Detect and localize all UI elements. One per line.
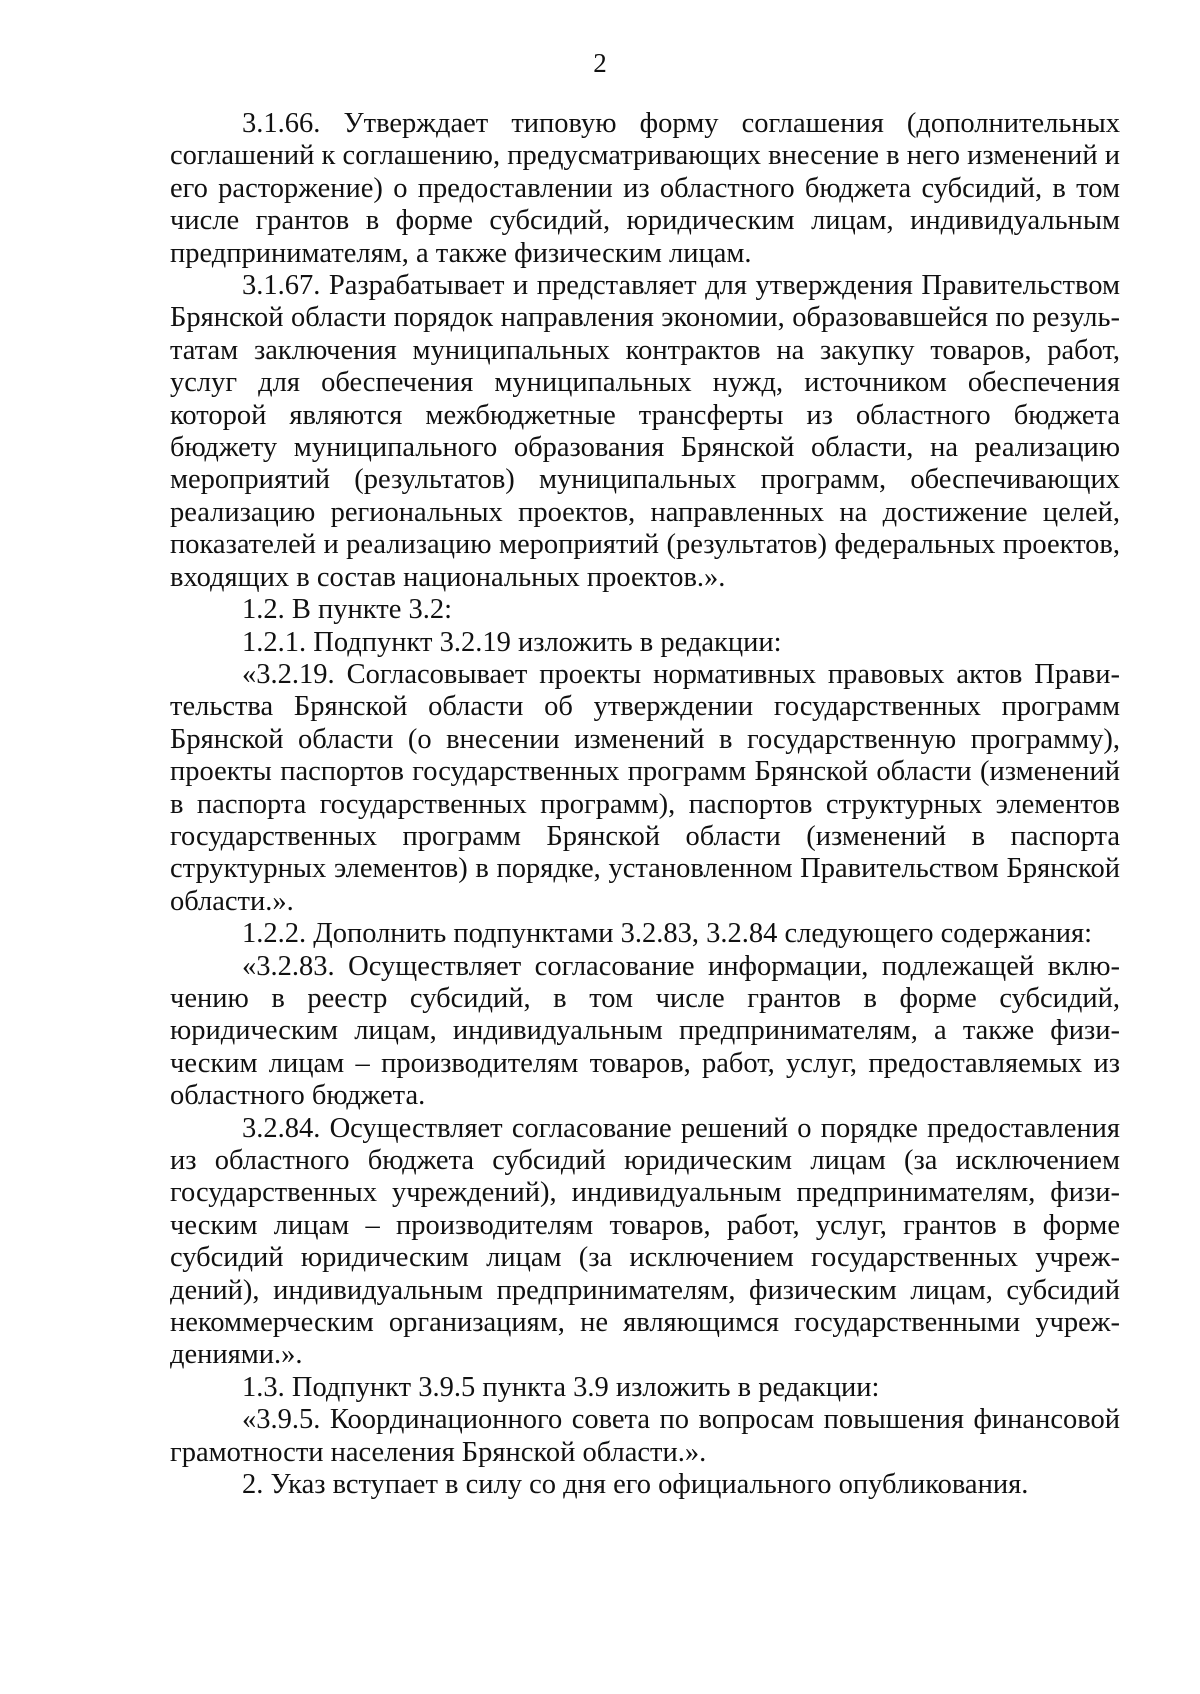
paragraph-1-2-2: 1.2.2. Дополнить подпунктами 3.2.83, 3.2.84 следующего содержания: [242, 918, 1093, 950]
paragraph-3-1-66: 3.1.66. Утверждает типовую форму соглашения (дополнительных соглашений к соглашению, предусматривающих внесение в него изменений и его расторжение) о предоставлении из областного бюджета субсидий, в том числе грантов в форме субсидий, юридическим лицам, индивидуальным предпринимателям, а также физическим лицам. [170, 108, 1120, 269]
page-number: 2 [593, 48, 607, 78]
paragraph-3-9-5: «3.9.5. Координационного совета по вопросам повышения финансовой грамотности населения Брянской области.». [170, 1404, 1120, 1468]
document-body [170, 108, 1120, 1501]
paragraph-1-3: 1.3. Подпункт 3.9.5 пункта 3.9 изложить в редакции: [242, 1371, 880, 1403]
paragraph-1-2-1: 1.2.1. Подпункт 3.2.19 изложить в редакции: [242, 626, 782, 658]
paragraph-3-2-84: 3.2.84. Осуществляет согласование решений о порядке предоставления из областного бюджета субсидий юридическим лицам (за исключением государственных учреждений), индивидуальным предпринимателям, физическим лицам – производителям товаров, работ, услуг, грантов в форме субсидий юридическим лицам (за исключением государственных учреждений), индивидуальным предпринимателям, физическим лицам, субсидий некоммерческим организациям, не являющимся государственными учреждениями.». [170, 1112, 1120, 1371]
paragraph-3-2-83: «3.2.83. Осуществляет согласование информации, подлежащей включению в реестр субсидий, в том числе грантов в форме субсидий, юридическим лицам, индивидуальным предпринимателям, а также физическим лицам – производителям товаров, работ, услуг, предоставляемых из областного бюджета. [170, 950, 1120, 1112]
paragraph-3-2-19: «3.2.19. Согласовывает проекты нормативных правовых актов Правительства Брянской области об утверждении государственных программ Брянской области (о внесении изменений в государственную программу), проекты паспортов государственных программ Брянской области (изменений в паспорта государственных программ), паспортов структурных элементов государственных программ Брянской области (изменений в паспорта структурных элементов) в порядке, установленном Правительством Брянской области.». [170, 658, 1120, 917]
paragraph-1-2: 1.2. В пункте 3.2: [242, 594, 453, 626]
paragraph-2-effective-date: 2. Указ вступает в силу со дня его официального опубликования. [242, 1469, 1029, 1501]
paragraph-3-1-67: 3.1.67. Разрабатывает и представляет для утверждения Правительством Брянской области порядок направления экономии, образовавшейся по результатам заключения муниципальных контрактов на закупку товаров, работ, услуг для обеспечения муниципальных нужд, источником обеспечения которой являются межбюджетные трансферты из областного бюджета бюджету муниципального образования Брянской области, на реализацию мероприятий (результатов) муниципальных программ, обеспечивающих реализацию региональных проектов, направленных на достижение целей, показателей и реализацию мероприятий (результатов) федеральных проектов, входящих в состав национальных проектов.». [170, 270, 1120, 593]
